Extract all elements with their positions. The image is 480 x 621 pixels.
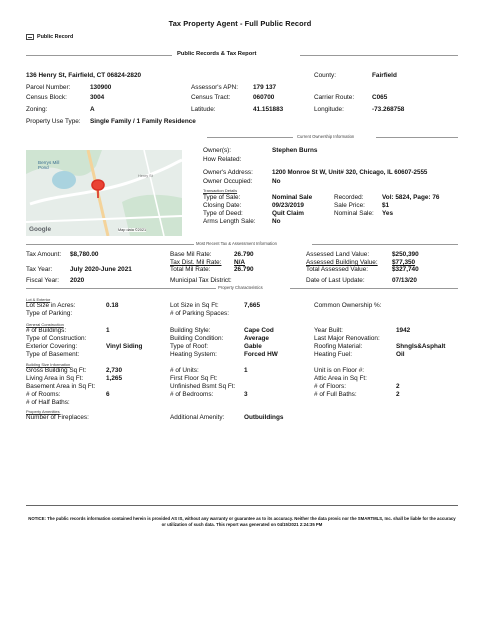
rooms-label: # of Rooms: (26, 391, 61, 398)
lot-acres-value: 0.18 (106, 302, 119, 309)
tax-amount-label: Tax Amount: (26, 251, 62, 258)
full-baths-value: 2 (396, 391, 400, 398)
characteristics-header: Property Characteristics (218, 285, 263, 290)
tax-divider-right (312, 244, 458, 245)
base-mil-label: Base Mil Rate: (170, 251, 212, 258)
tax-dist-label: Tax Dist. Mil Rate: (170, 259, 222, 266)
apn-value: 179 137 (253, 84, 277, 91)
owner-occupied-value: No (272, 178, 281, 185)
building-condition-label: Building Condition: (170, 335, 224, 342)
building-style-value: Cape Cod (244, 327, 274, 334)
roof-type-value: Gable (244, 343, 262, 350)
tax-dist-value: N/A (234, 259, 246, 266)
county-label: County: (314, 72, 337, 79)
apn-label: Assessor's APN: (191, 84, 239, 91)
ownership-divider-left (207, 137, 293, 138)
attic-area-label: Attic Area in Sq Ft: (314, 375, 367, 382)
roofing-material-value: Shngls&Asphalt (396, 343, 446, 350)
longitude-label: Longitude: (314, 106, 344, 113)
owners-address-value: 1200 Monroe St W, Unit# 320, Chicago, IL 60607-2555 (272, 169, 428, 176)
renovation-label: Last Major Renovation: (314, 335, 380, 342)
carrier-route-label: Carrier Route: (314, 94, 355, 101)
census-tract-label: Census Tract: (191, 94, 231, 101)
parcel-number-label: Parcel Number: (26, 84, 71, 91)
divider-left (26, 55, 172, 56)
transaction-details-heading: Transaction Details (203, 188, 238, 193)
exterior-covering-value: Vinyl Siding (106, 343, 143, 350)
building-value-value: $77,350 (392, 259, 416, 266)
common-ownership-label: Common Ownership %: (314, 302, 382, 309)
floors-value: 2 (396, 383, 400, 390)
additional-amenity-value: Outbuildings (244, 414, 284, 421)
use-type-value: Single Family / 1 Family Residence (90, 118, 196, 125)
arms-length-value: No (272, 218, 281, 225)
nominal-sale-value: Yes (382, 210, 394, 217)
tax-amount-value: $8,780.00 (70, 251, 99, 258)
notice-divider (26, 505, 458, 506)
roof-type-label: Type of Roof: (170, 343, 209, 350)
buildings-value: 1 (106, 327, 110, 334)
last-update-label: Date of Last Update: (306, 277, 365, 284)
building-style-label: Building Style: (170, 327, 211, 334)
buildings-label: # of Buildings: (26, 327, 67, 334)
amenities-heading: Property Amenities (26, 409, 60, 414)
nominal-sale-label: Nominal Sale: (334, 210, 374, 217)
last-update-value: 07/13/20 (392, 277, 417, 284)
total-mil-value: 26.790 (234, 266, 254, 273)
document-icon (26, 34, 34, 40)
section-title: Public Records & Tax Report (177, 51, 257, 57)
parking-spaces-label: # of Parking Spaces: (170, 310, 229, 317)
public-record-tab[interactable]: Public Record (37, 34, 74, 40)
basement-area-label: Basement Area in Sq Ft: (26, 383, 96, 390)
rooms-value: 6 (106, 391, 110, 398)
living-area-label: Living Area in Sq Ft: (26, 375, 84, 382)
bedrooms-value: 3 (244, 391, 248, 398)
land-value-label: Assessed Land Value: (306, 251, 370, 258)
full-baths-label: # of Full Baths: (314, 391, 357, 398)
latitude-value: 41.151883 (253, 106, 284, 113)
tax-divider-left (26, 244, 194, 245)
additional-amenity-label: Additional Amenity: (170, 414, 225, 421)
units-value: 1 (244, 367, 248, 374)
type-of-deed-label: Type of Deed: (203, 210, 243, 217)
gross-sqft-value: 2,730 (106, 367, 122, 374)
longitude-value: -73.268758 (372, 106, 405, 113)
closing-date-value: 09/23/2019 (272, 202, 304, 209)
parcel-number-value: 130900 (90, 84, 112, 91)
lot-acres-label: Lot Size in Acres: (26, 302, 76, 309)
exterior-covering-label: Exterior Covering: (26, 343, 78, 350)
type-of-sale-label: Type of Sale: (203, 194, 241, 201)
county-value: Fairfield (372, 72, 397, 79)
legal-notice: NOTICE: The public records information contained herein is provided AS IS, without any warranty or guarantee as to its accuracy. Neither the data provic nor the SMARTMLS, Inc. shall be liable for the accuracy or utilization of such data. This report was generated on 04/15/2021 2:24:35 PM (28, 516, 456, 528)
lot-sqft-label: Lot Size in Sq Ft: (170, 302, 219, 309)
roofing-material-label: Roofing Material: (314, 343, 363, 350)
tax-header: Most Recent Tax & Assessment Information (196, 241, 277, 246)
use-type-label: Property Use Type: (26, 118, 81, 125)
unfinished-bsmt-label: Unfinished Bsmt Sq Ft: (170, 383, 236, 390)
recorded-label: Recorded: (334, 194, 364, 201)
property-map[interactable] (26, 150, 182, 236)
fireplaces-label: Number of Fireplaces: (26, 414, 89, 421)
heating-system-label: Heating System: (170, 351, 217, 358)
carrier-route-value: C065 (372, 94, 388, 101)
characteristics-divider-left (26, 288, 216, 289)
divider-right (300, 55, 458, 56)
year-built-value: 1942 (396, 327, 411, 334)
owners-address-label: Owner's Address: (203, 169, 253, 176)
building-condition-value: Average (244, 335, 269, 342)
total-value-value: $327,740 (392, 266, 419, 273)
general-construction-heading: General Construction (26, 322, 64, 327)
how-related-label: How Related: (203, 156, 242, 163)
base-mil-value: 26.790 (234, 251, 254, 258)
year-built-label: Year Built: (314, 327, 343, 334)
first-floor-label: First Floor Sq Ft: (170, 375, 218, 382)
land-value-value: $250,390 (392, 251, 419, 258)
construction-type-label: Type of Construction: (26, 335, 87, 342)
half-baths-label: # of Half Baths: (26, 399, 70, 406)
owners-value: Stephen Burns (272, 147, 318, 154)
property-address: 136 Henry St, Fairfield, CT 06824-2820 (26, 72, 142, 79)
census-tract-value: 060700 (253, 94, 275, 101)
ownership-divider-right (376, 137, 458, 138)
type-of-deed-value: Quit Claim (272, 210, 304, 217)
zoning-label: Zoning: (26, 106, 48, 113)
tax-year-value: July 2020-June 2021 (70, 266, 132, 273)
gross-sqft-label: Gross Building Sq Ft: (26, 367, 87, 374)
municipal-label: Municipal Tax District: (170, 277, 232, 284)
google-logo: Google (29, 226, 52, 233)
sale-price-label: Sale Price: (334, 202, 365, 209)
sale-price-value: $1 (382, 202, 390, 209)
parking-type-label: Type of Parking: (26, 310, 73, 317)
total-value-label: Total Assessed Value: (306, 266, 369, 273)
heating-fuel-label: Heating Fuel: (314, 351, 353, 358)
map-road-label: Henry St (138, 174, 153, 178)
map-place-label: Berrys Mill Pond (38, 160, 60, 170)
recorded-value: Vol: 5824, Page: 76 (382, 194, 440, 201)
tax-year-label: Tax Year: (26, 266, 53, 273)
total-mil-label: Total Mil Rate: (170, 266, 211, 273)
basement-type-label: Type of Basement: (26, 351, 80, 358)
living-area-value: 1,265 (106, 375, 122, 382)
latitude-label: Latitude: (191, 106, 216, 113)
owner-occupied-label: Owner Occupied: (203, 178, 253, 185)
map-data-note: Map data ©2021 (118, 228, 147, 232)
zoning-value: A (90, 106, 95, 113)
closing-date-label: Closing Date: (203, 202, 242, 209)
fiscal-year-label: Fiscal Year: (26, 277, 60, 284)
lot-exterior-heading: Lot & Exterior (26, 297, 51, 302)
fiscal-year-value: 2020 (70, 277, 85, 284)
heating-fuel-value: Oil (396, 351, 405, 358)
census-block-value: 3004 (90, 94, 105, 101)
bedrooms-label: # of Bedrooms: (170, 391, 214, 398)
report-title: Tax Property Agent - Full Public Record (168, 19, 312, 28)
census-block-label: Census Block: (26, 94, 67, 101)
owners-label: Owner(s): (203, 147, 232, 154)
unit-floor-label: Unit is on Floor #: (314, 367, 365, 374)
building-size-heading: Building Size Information (26, 362, 71, 367)
arms-length-label: Arms Length Sale: (203, 218, 256, 225)
units-label: # of Units: (170, 367, 199, 374)
heating-system-value: Forced HW (244, 351, 278, 358)
type-of-sale-value: Nominal Sale (272, 194, 313, 201)
lot-sqft-value: 7,665 (244, 302, 260, 309)
building-value-label: Assessed Building Value: (306, 259, 378, 266)
ownership-header: Current Ownership Information (297, 134, 355, 139)
characteristics-divider-right (290, 288, 458, 289)
floors-label: # of Floors: (314, 383, 346, 390)
